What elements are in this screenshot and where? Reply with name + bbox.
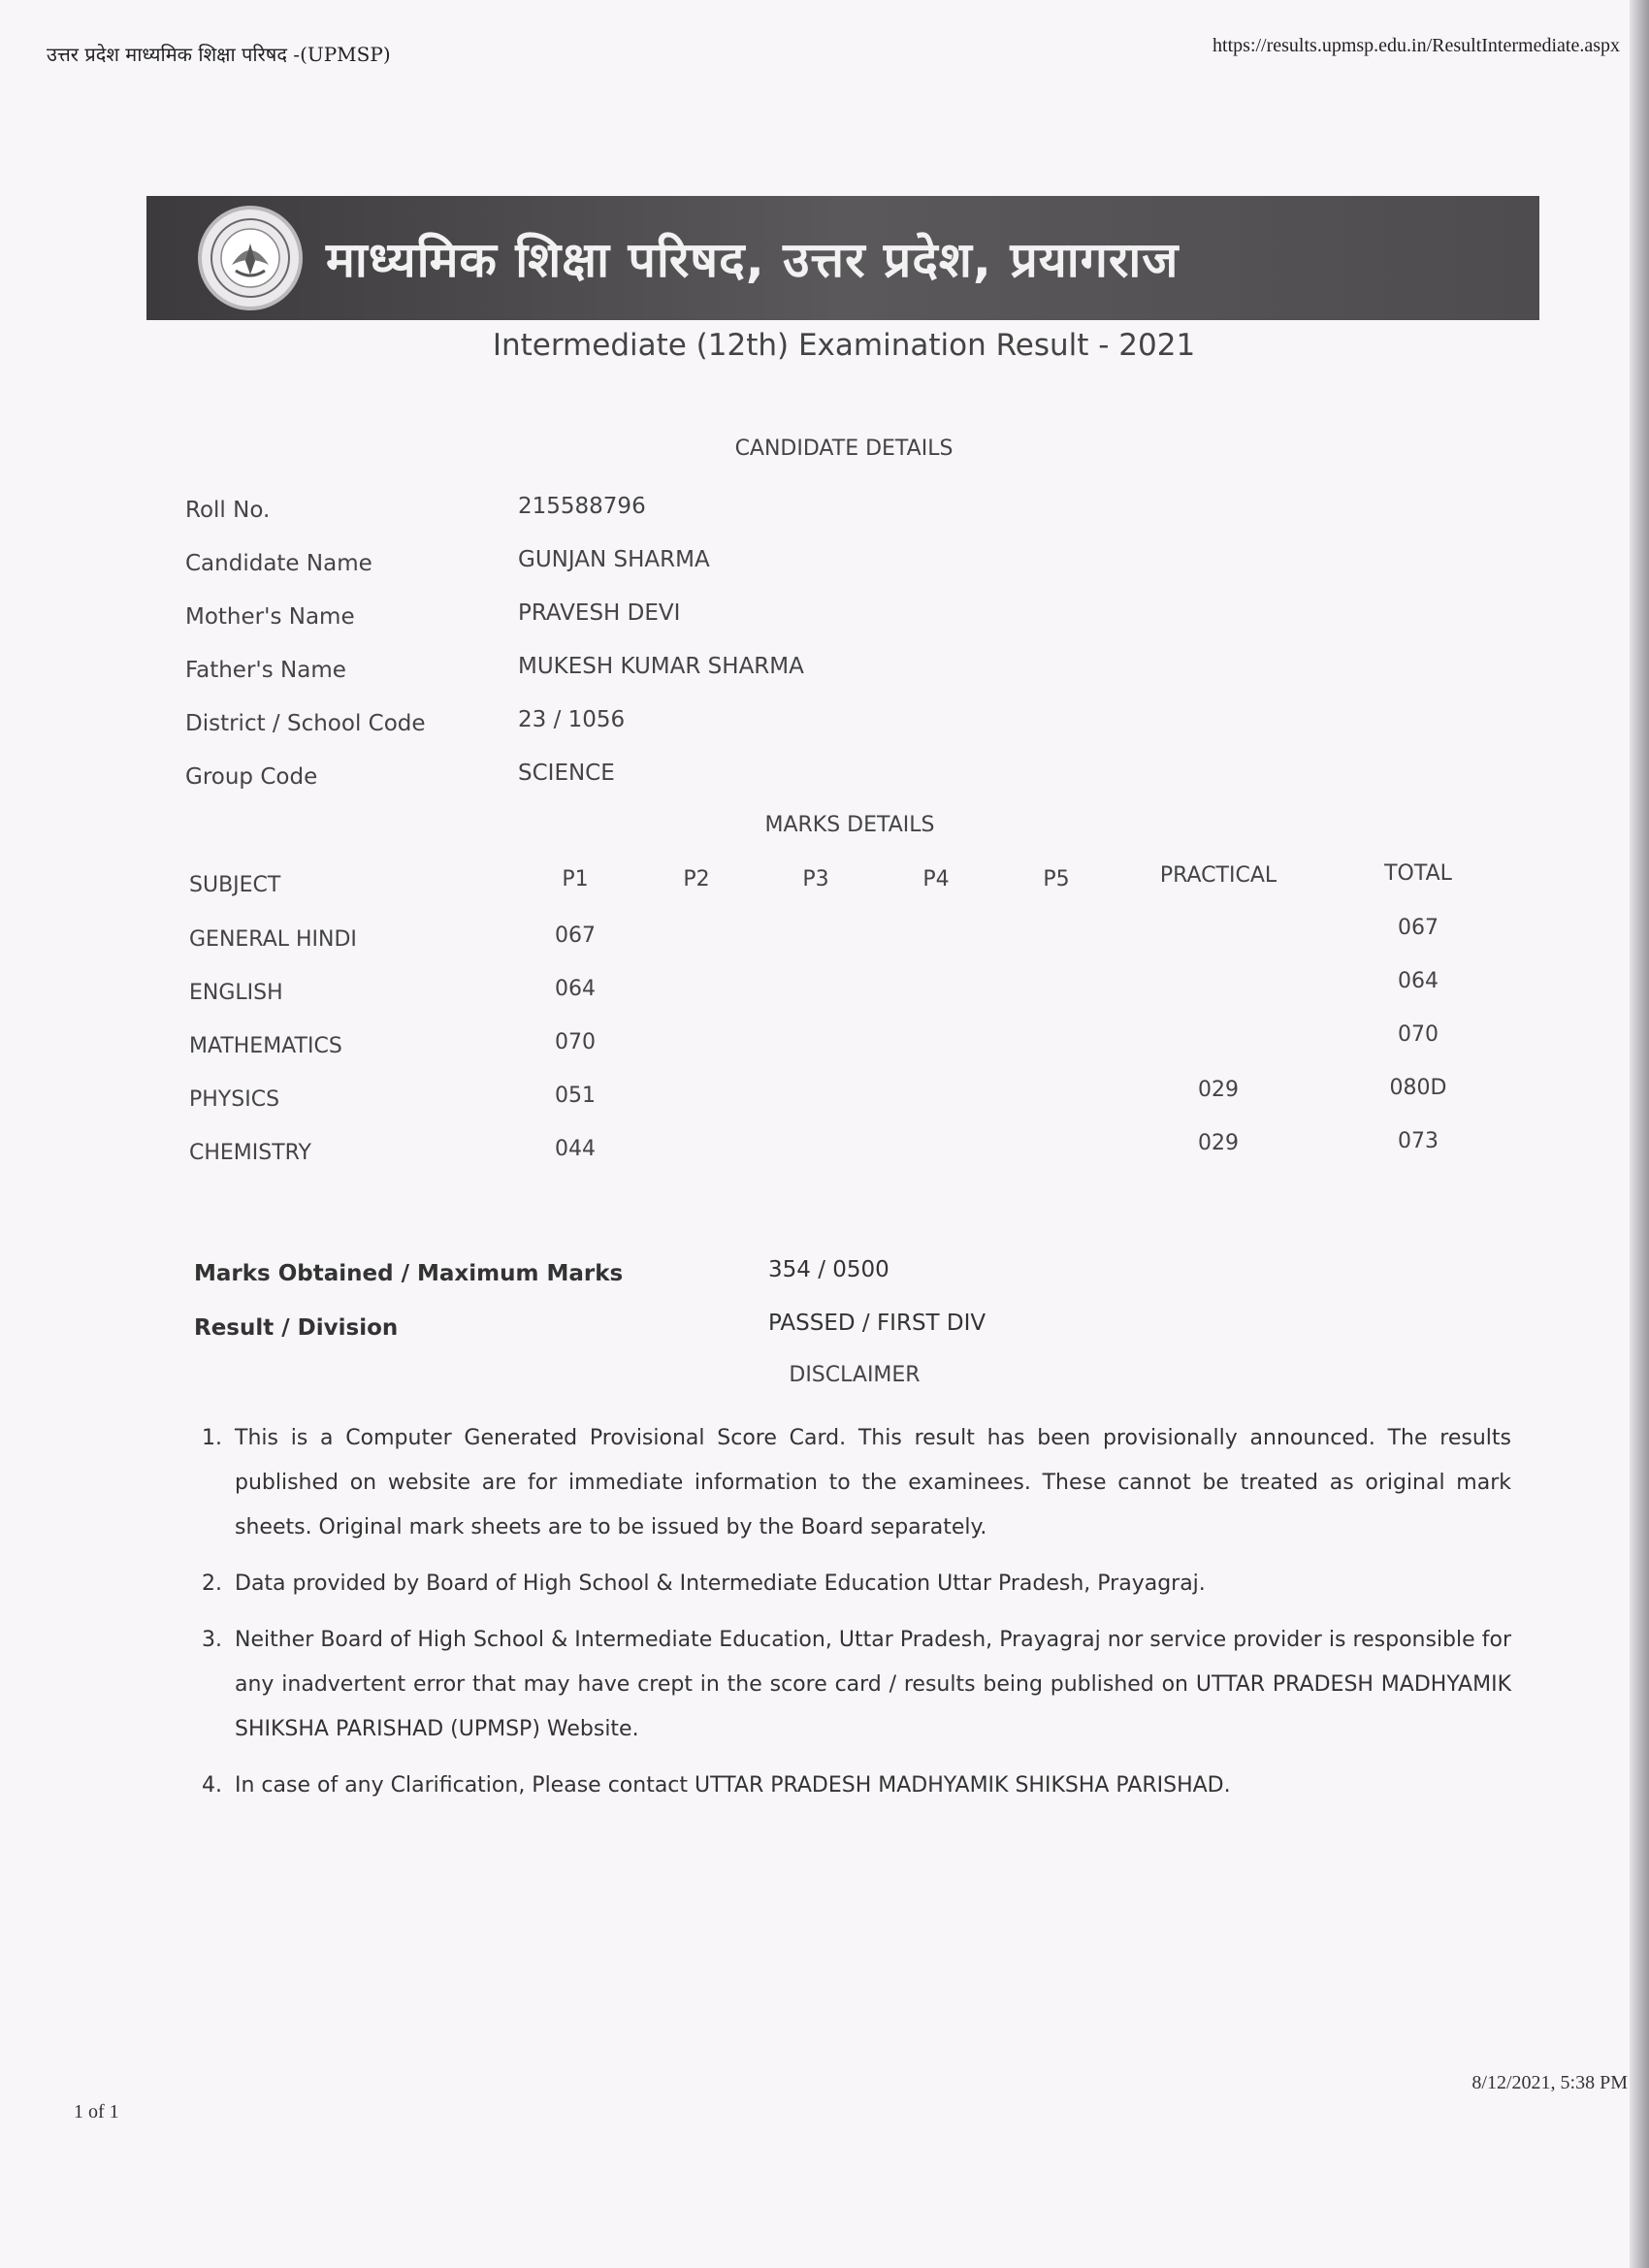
list-item-text: In case of any Clarification, Please contact UTTAR PRADESH MADHYAMIK SHIKSHA PARISHAD. [235,1773,1231,1798]
table-row-subject: GENERAL HINDI [189,927,357,952]
candidate-name-value: GUNJAN SHARMA [518,547,710,572]
list-item [202,1562,1511,1606]
table-row-p1: 064 [555,977,596,1001]
result-division-label: Result / Division [194,1315,399,1341]
board-title-hindi: माध्यमिक शिक्षा परिषद, उत्तर प्रदेश, प्रयागराज [326,232,1180,288]
disclaimer-list [202,1416,1511,1820]
print-header-url: https://results.upmsp.edu.in/ResultIntermediate.aspx [1212,35,1620,56]
result-division-value: PASSED / FIRST DIV [768,1311,986,1336]
district-school-code-value: 23 / 1056 [518,707,626,732]
roll-no-label: Roll No. [185,498,271,523]
list-item-number: 3. [202,1628,222,1652]
list-item-text: Neither Board of High School & Intermediate Education, Uttar Pradesh, Prayagraj nor service provider is responsible for any inadvertent error that may have crept in the score card / results being published on UTTAR PRADESH MADHYAMIK SHIKSHA PARISHAD (UPMSP) Website. [235,1628,1511,1741]
up-government-emblem-icon [198,206,303,310]
table-row-total: 073 [1398,1129,1439,1153]
page-count: 1 of 1 [74,2101,119,2122]
table-row-p1: 070 [555,1030,596,1054]
column-header-p2: P2 [683,867,710,891]
column-header-p5: P5 [1043,867,1070,891]
disclaimer-heading: DISCLAIMER [789,1363,921,1387]
table-row-p1: 044 [555,1137,596,1161]
print-header-site-title: उत्तर प्रदेश माध्यमिक शिक्षा परिषद -(UPMSP) [47,43,391,66]
table-row-total: 064 [1398,969,1439,993]
list-item-text: Data provided by Board of High School & Intermediate Education Uttar Pradesh, Prayagraj. [235,1571,1206,1596]
district-school-code-label: District / School Code [185,711,426,736]
print-timestamp: 8/12/2021, 5:38 PM [1471,2072,1628,2093]
mothers-name-label: Mother's Name [185,604,355,630]
table-row-practical: 029 [1198,1131,1239,1155]
table-row-total: 080D [1389,1076,1447,1100]
marks-obtained-value: 354 / 0500 [768,1257,889,1282]
list-item [202,1416,1511,1550]
table-row-total: 067 [1398,916,1439,940]
table-row-p1: 067 [555,923,596,948]
result-title: Intermediate (12th) Examination Result - 2021 [492,328,1196,363]
group-code-value: SCIENCE [518,761,615,786]
mothers-name-value: PRAVESH DEVI [518,600,681,626]
column-header-p3: P3 [802,867,829,891]
list-item-text: This is a Computer Generated Provisional Score Card. This result has been provisionally announced. The results published on website are for immediate information to the examinees. These cannot be treated as original mark sheets. Original mark sheets are to be issued by the Board separately. [235,1426,1511,1539]
list-item [202,1764,1511,1808]
column-header-total: TOTAL [1384,861,1452,886]
column-header-p1: P1 [562,867,589,891]
candidate-name-label: Candidate Name [185,551,372,576]
group-code-label: Group Code [185,764,318,790]
column-header-practical: PRACTICAL [1159,863,1277,888]
roll-no-value: 215588796 [518,494,646,519]
list-item [202,1618,1511,1752]
header-banner [146,196,1539,320]
marks-obtained-label: Marks Obtained / Maximum Marks [194,1261,624,1286]
table-row-practical: 029 [1198,1078,1239,1102]
marks-details-heading: MARKS DETAILS [764,813,935,837]
list-item-number: 4. [202,1773,222,1798]
table-row-subject: ENGLISH [189,981,283,1005]
table-row-subject: MATHEMATICS [189,1034,342,1058]
list-item-number: 2. [202,1571,222,1596]
table-row-subject: PHYSICS [189,1087,280,1112]
list-item-number: 1. [202,1426,222,1450]
table-row-p1: 051 [555,1084,596,1108]
fathers-name-value: MUKESH KUMAR SHARMA [518,654,804,679]
column-header-p4: P4 [922,867,950,891]
fathers-name-label: Father's Name [185,658,346,683]
table-row-total: 070 [1398,1022,1439,1047]
candidate-details-heading: CANDIDATE DETAILS [734,437,954,461]
table-row-subject: CHEMISTRY [189,1141,311,1165]
column-header-subject: SUBJECT [189,873,281,897]
